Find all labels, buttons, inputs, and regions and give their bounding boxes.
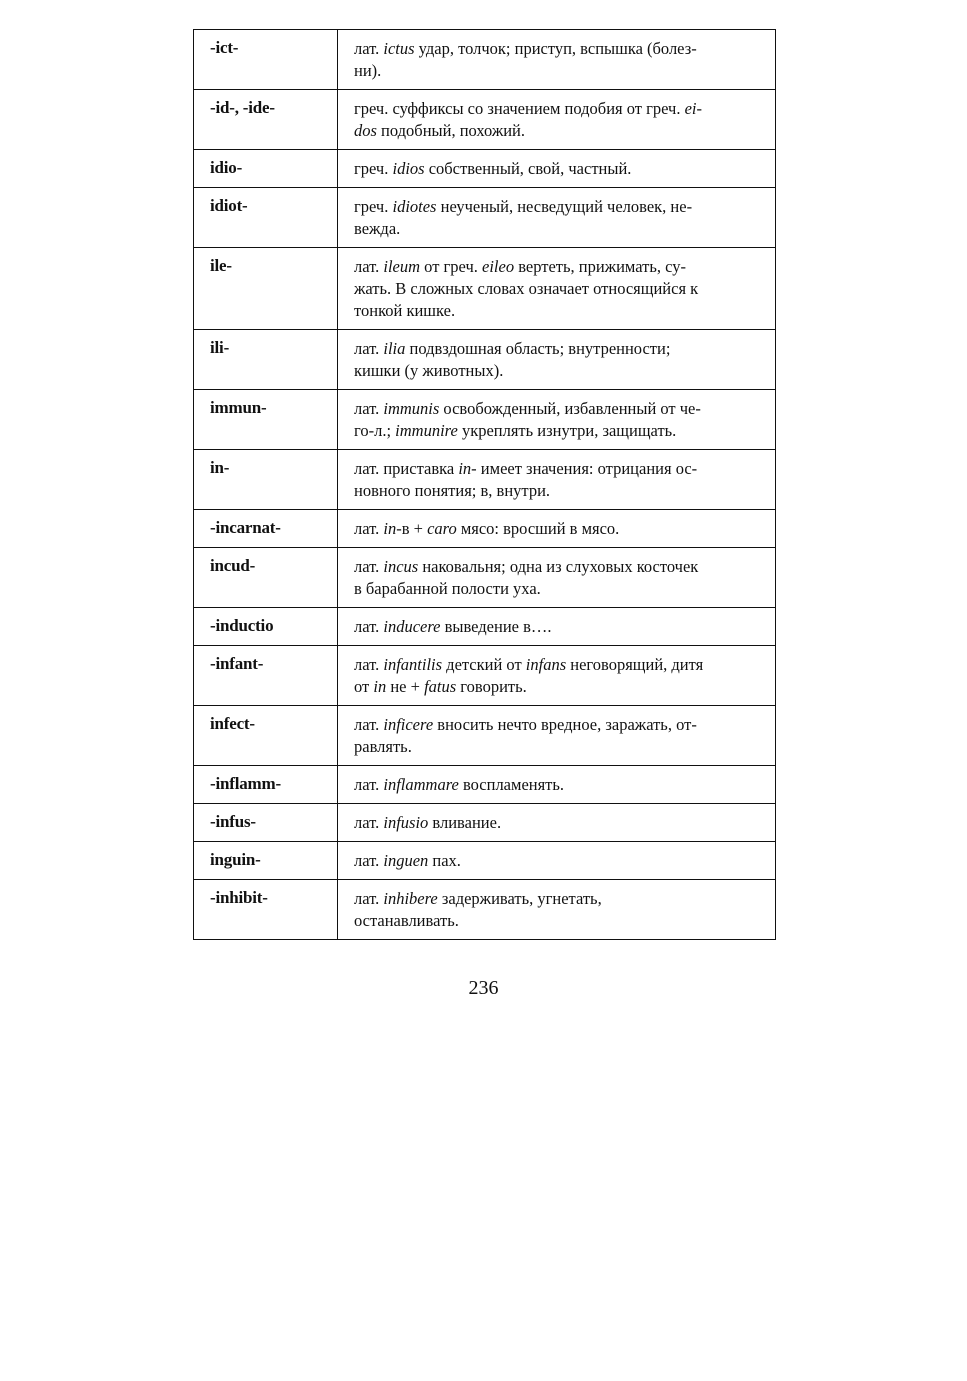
definition-line [354,480,761,502]
italic-term: infans [525,655,567,674]
definition-text: подобный, похожий. [376,121,526,140]
italic-term: ictus [383,39,415,58]
definition-line [354,518,761,540]
italic-term: inducere [383,617,441,636]
definition-line [354,420,761,442]
definition-text: лат. [354,519,384,538]
definition-text: лат. [354,813,384,832]
definition-line [354,616,761,638]
definition-cell [338,248,776,330]
table-row [194,330,776,390]
definition-line [354,556,761,578]
definition-cell [338,390,776,450]
italic-term: infusio [383,813,429,832]
definition-text: лат. [354,889,384,908]
table-row [194,150,776,188]
definition-text: вливание. [428,813,502,832]
table-row [194,248,776,330]
definition-text: лат. [354,257,384,276]
definition-cell [338,30,776,90]
definition-text: вежда. [354,219,401,238]
italic-term: infantilis [383,655,443,674]
italic-term: fatus [424,677,457,696]
definition-text: новного понятия; в, внутри. [354,481,551,500]
definition-line [354,278,761,300]
term-cell: idio- [194,150,338,188]
italic-term: incus [383,557,419,576]
definition-text: кишки (у животных). [354,361,504,380]
definition-text: говорить. [456,677,527,696]
definition-line [354,60,761,82]
definition-text: подвздошная область; внутренности; [405,339,671,358]
definition-cell [338,766,776,804]
table-row [194,90,776,150]
definition-cell [338,646,776,706]
definition-cell [338,880,776,940]
definition-text: вертеть, прижимать, су- [514,257,686,276]
definition-line [354,812,761,834]
definition-text: лат. [354,715,384,734]
definition-text: не + [386,677,425,696]
definition-cell [338,608,776,646]
table-row [194,804,776,842]
definition-cell [338,804,776,842]
definition-text: мясо: вросший в мясо. [456,519,620,538]
definition-text: в + [401,519,428,538]
definition-text: лат. [354,655,384,674]
definition-cell [338,842,776,880]
term-cell: -incarnat- [194,510,338,548]
term-cell: infect- [194,706,338,766]
definition-line [354,98,761,120]
definition-cell [338,510,776,548]
definition-text: вносить нечто вредное, заражать, от- [433,715,697,734]
table-row [194,646,776,706]
italic-term: caro [427,519,457,538]
table-row [194,766,776,804]
definition-text: выведение в…. [440,617,552,636]
definition-line [354,38,761,60]
definition-text: неученый, несведущий человек, не- [436,197,693,216]
italic-term: idios [392,159,425,178]
definition-line [354,360,761,382]
definition-text: лат. [354,851,384,870]
table-row [194,706,776,766]
definition-text: детский от [442,655,526,674]
table-row [194,390,776,450]
term-cell: ili- [194,330,338,390]
definition-text: лат. [354,399,384,418]
italic-term: in- [383,519,402,538]
definition-line [354,158,761,180]
definition-line [354,458,761,480]
page-number: 236 [468,977,499,999]
definition-text: жать. В сложных словах означает относящийся к [354,279,699,298]
definition-cell [338,548,776,608]
definition-text: тонкой кишке. [354,301,456,320]
definition-line [354,300,761,322]
definition-text: лат. [354,39,384,58]
term-cell: idiot- [194,188,338,248]
term-cell: incud- [194,548,338,608]
italic-term: ei- [684,99,703,118]
term-cell: -infus- [194,804,338,842]
definition-text: от греч. [420,257,483,276]
table-row [194,608,776,646]
definition-text: лат. [354,339,384,358]
italic-term: immunire [395,421,458,440]
definition-text: лат. [354,557,384,576]
definition-text: лат. [354,617,384,636]
italic-term: dos [354,121,377,140]
terms-table-body [194,30,776,940]
term-cell: -inflamm- [194,766,338,804]
definition-text: от [354,677,374,696]
definition-text: воспламенять. [458,775,565,794]
italic-term: inguen [383,851,429,870]
italic-term: inficere [383,715,434,734]
table-row [194,548,776,608]
definition-cell [338,706,776,766]
term-cell: immun- [194,390,338,450]
definition-text: го-л.; [354,421,396,440]
definition-text: греч. суффиксы со значением подобия от греч. [354,99,685,118]
definition-line [354,888,761,910]
definition-line [354,850,761,872]
italic-term: in [373,677,387,696]
italic-term: ilia [383,339,406,358]
table-row [194,842,776,880]
term-cell: -inhibit- [194,880,338,940]
definition-text: равлять. [354,737,412,756]
italic-term: inflammare [383,775,459,794]
definition-line [354,120,761,142]
definition-line [354,256,761,278]
table-row [194,30,776,90]
definition-text: останавливать. [354,911,459,930]
terms-table [193,29,776,940]
italic-term: in- [458,459,477,478]
table-row [194,510,776,548]
definition-text: наковальня; одна из слуховых косточек [418,557,699,576]
italic-term: idiotes [392,197,437,216]
definition-line [354,676,761,698]
table-row [194,880,776,940]
definition-line [354,774,761,796]
definition-text: освобожденный, избавленный от че- [439,399,701,418]
term-cell: -ict- [194,30,338,90]
definition-text: укреплять изнутри, защищать. [457,421,677,440]
definition-text: задерживать, угнетать, [437,889,602,908]
definition-cell [338,450,776,510]
definition-text: греч. [354,159,393,178]
definition-text: неговорящий, дитя [566,655,704,674]
definition-cell [338,188,776,248]
definition-text: лат. [354,775,384,794]
term-cell: inguin- [194,842,338,880]
table-row [194,188,776,248]
definition-cell [338,330,776,390]
definition-text: имеет значения: отрицания ос- [476,459,698,478]
definition-text: в барабанной полости уха. [354,579,541,598]
italic-term: ileum [383,257,421,276]
term-cell: -id-, -ide- [194,90,338,150]
table-row [194,450,776,510]
term-cell: -inductio [194,608,338,646]
definition-text: греч. [354,197,393,216]
definition-text: пах. [428,851,461,870]
definition-cell [338,90,776,150]
definition-cell [338,150,776,188]
definition-line [354,338,761,360]
definition-line [354,736,761,758]
definition-line [354,910,761,932]
definition-line [354,654,761,676]
italic-term: immunis [383,399,440,418]
definition-text: удар, толчок; приступ, вспышка (болез- [414,39,697,58]
italic-term: eileo [482,257,515,276]
term-cell: in- [194,450,338,510]
definition-line [354,196,761,218]
definition-line [354,578,761,600]
definition-text: ни). [354,61,382,80]
italic-term: inhibere [383,889,438,908]
definition-line [354,714,761,736]
definition-line [354,398,761,420]
definition-line [354,218,761,240]
definition-text: собственный, свой, частный. [424,159,632,178]
definition-text: лат. приставка [354,459,459,478]
term-cell: -infant- [194,646,338,706]
term-cell: ile- [194,248,338,330]
